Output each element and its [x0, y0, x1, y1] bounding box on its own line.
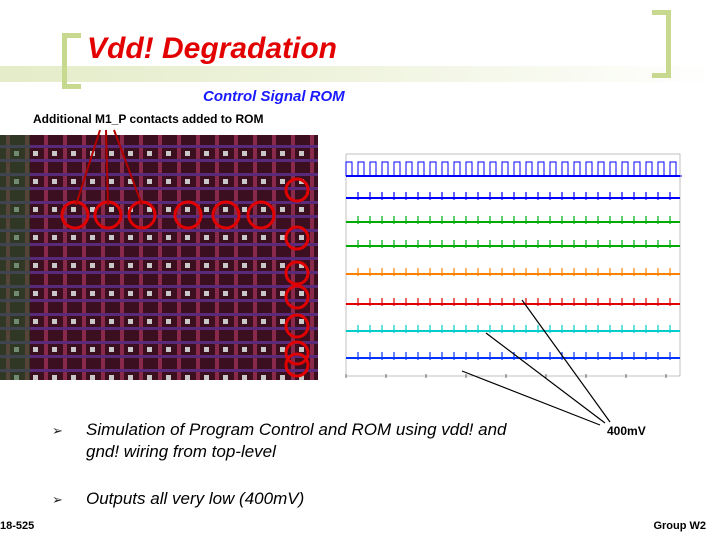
- pointer-line: [522, 300, 610, 422]
- footer-course-number: 18-525: [0, 520, 35, 532]
- pointer-line: [106, 130, 108, 205]
- arrow-right-icon: ➢: [52, 492, 63, 507]
- pointer-line: [76, 130, 100, 205]
- voltage-annotation: 400mV: [607, 424, 646, 438]
- slide-title: Vdd! Degradation: [87, 32, 338, 65]
- pointer-line: [114, 130, 142, 205]
- slide-subtitle: Control Signal ROM: [203, 88, 345, 105]
- arrow-right-icon: ➢: [52, 423, 63, 438]
- footer-group-name: Group W2: [653, 520, 706, 532]
- bullet-text: Outputs all very low (400mV): [86, 489, 305, 508]
- pointer-line: [486, 333, 605, 423]
- layout-caption: Additional M1_P contacts added to ROM: [33, 112, 264, 126]
- bullet-text: Simulation of Program Control and ROM using vdd! and gnd! wiring from top-level: [86, 420, 507, 461]
